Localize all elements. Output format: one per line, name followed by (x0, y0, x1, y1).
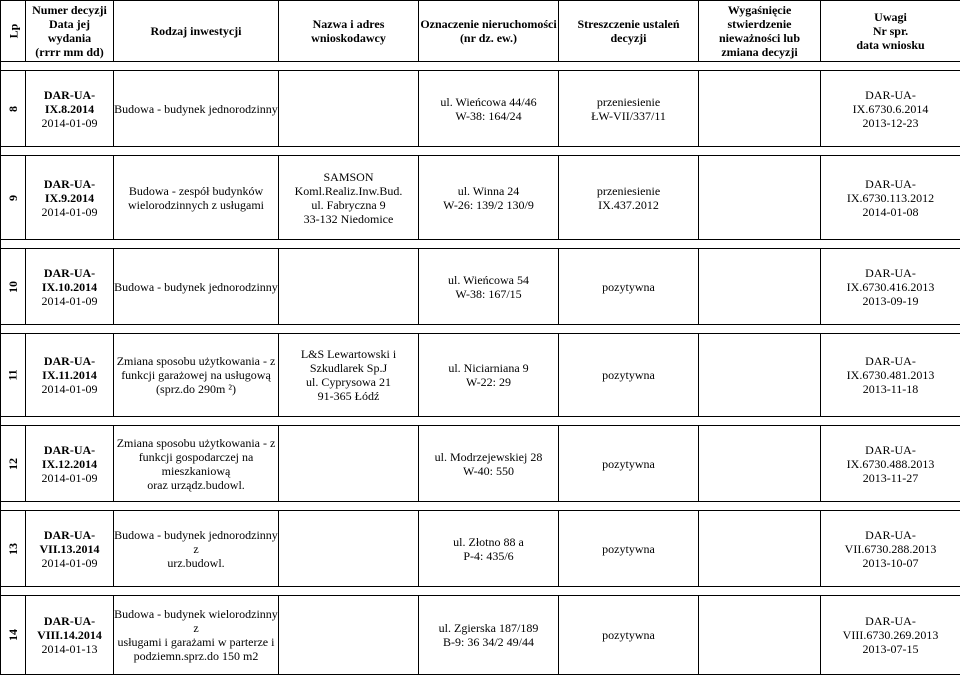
row-remarks (821, 334, 960, 417)
remarks-prefix: DAR-UA- (865, 265, 916, 280)
row-summary-line: IX.437.2012 (598, 197, 659, 212)
table-body (1, 62, 960, 675)
row-summary (559, 511, 699, 587)
row-property (419, 596, 559, 675)
row-lp-number: 13 (6, 542, 20, 555)
row-investment-type-line: Budowa - zespół budynków (128, 183, 264, 198)
row-summary-line: pozytywna (602, 368, 655, 382)
row-lp-number: 12 (6, 457, 20, 470)
row-property-line: W-38: 164/24 (455, 108, 522, 123)
row-investment-type-line: funkcji gospodarczej na mieszkaniową (138, 449, 254, 478)
row-spacer (1, 240, 960, 249)
remarks-date: 2013-11-18 (862, 382, 919, 396)
row-summary-line: pozytywna (602, 456, 655, 471)
row-summary (559, 334, 699, 417)
row-investment-type-line: Zmiana sposobu użytkowania - z (116, 354, 276, 368)
row-summary (559, 249, 699, 325)
row-property-line: ul. Wieńcowa 54 (448, 272, 529, 287)
row-summary-line: pozytywna (602, 541, 655, 556)
row-spacer (1, 147, 960, 156)
table-row (1, 596, 960, 675)
row-property-line: ul. Winna 24 (457, 183, 520, 198)
remarks-case-number: IX.6730.416.2013 (846, 279, 935, 294)
row-property-line: ul. Zgierska 187/189 (438, 621, 539, 635)
decision-prefix: DAR-UA- (43, 354, 96, 368)
row-property-line: W-22: 29 (466, 375, 511, 389)
row-lp-number: 14 (6, 629, 20, 641)
header-uwagi: Uwagi Nr spr. data wniosku (821, 1, 960, 62)
header-oznaczenie: Oznaczenie nieruchomości (nr dz. ew.) (419, 1, 559, 62)
row-expiry (699, 334, 821, 417)
row-summary-line: przeniesienie (596, 183, 661, 198)
decision-prefix: DAR-UA- (43, 265, 96, 280)
row-applicant-line: Koml.Realiz.Inw.Bud. (294, 183, 403, 198)
header-wygasniecie: Wygaśnięcie stwierdzenie nieważności lub zmiana decyzji (699, 1, 821, 62)
remarks-prefix: DAR-UA- (865, 614, 916, 628)
row-remarks (821, 511, 960, 587)
row-lp-number: 9 (6, 194, 20, 201)
remarks-prefix: DAR-UA- (865, 354, 916, 368)
decision-date: 2014-01-09 (41, 470, 98, 485)
row-spacer (1, 325, 960, 334)
remarks-date: 2013-11-27 (862, 470, 919, 485)
row-investment-type-line: podziemn.sprz.do 150 m2 (133, 649, 259, 663)
row-applicant-line: L&S Lewartowski i (300, 347, 397, 361)
row-investment-type (114, 596, 279, 675)
row-summary-line: ŁW-VII/337/11 (591, 108, 666, 123)
row-summary (559, 426, 699, 502)
row-applicant (279, 71, 419, 147)
decision-date: 2014-01-09 (41, 204, 98, 219)
remarks-prefix: DAR-UA- (865, 87, 916, 102)
decision-date: 2014-01-09 (41, 293, 98, 308)
row-applicant-line: SAMSON (323, 169, 374, 184)
row-investment-type (114, 511, 279, 587)
header-nazwa-adres: Nazwa i adres wnioskodawcy (279, 1, 419, 62)
remarks-case-number: VII.6730.288.2013 (844, 541, 937, 556)
row-property-line: W-40: 550 (463, 463, 514, 478)
remarks-case-number: IX.6730.488.2013 (846, 456, 935, 471)
decision-prefix: DAR-UA- (43, 176, 96, 191)
row-applicant-line: Szkudlarek Sp.J (309, 361, 388, 375)
row-summary-line: pozytywna (602, 279, 655, 294)
row-investment-type-line: wielorodzinnych z usługami (128, 197, 264, 212)
row-applicant-line: 91-365 Łódź (317, 389, 380, 403)
row-investment-type-line: Zmiana sposobu użytkowania - z (116, 435, 276, 450)
row-lp-number: 8 (6, 105, 20, 112)
header-streszczenie: Streszczenie ustaleń decyzji (559, 1, 699, 62)
row-remarks (821, 249, 960, 325)
row-summary-line: pozytywna (602, 628, 655, 642)
remarks-date: 2013-10-07 (862, 555, 919, 570)
row-applicant (279, 511, 419, 587)
row-property (419, 249, 559, 325)
row-property-line: ul. Wieńcowa 44/46 (440, 94, 537, 109)
remarks-date: 2013-09-19 (862, 293, 919, 308)
row-lp (1, 249, 26, 325)
row-investment-type (114, 249, 279, 325)
remarks-prefix: DAR-UA- (865, 442, 916, 457)
remarks-date: 2013-12-23 (862, 115, 919, 130)
row-applicant (279, 156, 419, 240)
decision-date: 2014-01-09 (41, 115, 98, 130)
row-lp-number: 10 (6, 280, 20, 293)
row-summary (559, 71, 699, 147)
row-property-line: ul. Niciarniana 9 (448, 361, 529, 375)
remarks-case-number: VIII.6730.269.2013 (842, 628, 939, 642)
decision-code: IX.11.2014 (42, 368, 97, 382)
decision-code: VII.13.2014 (39, 541, 100, 556)
row-lp (1, 156, 26, 240)
row-applicant (279, 334, 419, 417)
row-property-line: W-38: 167/15 (455, 286, 522, 301)
row-investment-type (114, 426, 279, 502)
row-spacer (1, 417, 960, 426)
row-decision-number (26, 426, 114, 502)
row-applicant (279, 596, 419, 675)
row-property (419, 156, 559, 240)
row-property (419, 511, 559, 587)
table-row (1, 156, 960, 240)
row-lp (1, 426, 26, 502)
decision-code: IX.12.2014 (41, 456, 98, 471)
header-row (1, 1, 960, 62)
decision-code: IX.10.2014 (41, 279, 98, 294)
row-property (419, 426, 559, 502)
decision-date: 2014-01-09 (41, 555, 98, 570)
row-investment-type-line: funkcji garażowej na usługową (121, 368, 271, 382)
remarks-case-number: IX.6730.6.2014 (852, 101, 929, 116)
row-lp (1, 511, 26, 587)
row-investment-type (114, 334, 279, 417)
row-summary-line: przeniesienie (596, 94, 661, 109)
table-row (1, 426, 960, 502)
row-summary (559, 156, 699, 240)
row-expiry (699, 596, 821, 675)
remarks-date: 2013-07-15 (862, 642, 919, 656)
row-investment-type-line: urz.budowl. (167, 555, 225, 570)
decision-code: IX.9.2014 (44, 190, 95, 205)
row-remarks (821, 71, 960, 147)
decision-code: VIII.14.2014 (37, 628, 102, 642)
table-row (1, 249, 960, 325)
row-applicant-line: ul. Fabryczna 9 (311, 197, 386, 212)
header-lp: Lp (1, 1, 26, 62)
row-summary (559, 596, 699, 675)
row-property (419, 334, 559, 417)
row-property-line: B-9: 36 34/2 49/44 (442, 635, 534, 649)
row-property (419, 71, 559, 147)
remarks-prefix: DAR-UA- (865, 527, 916, 542)
row-expiry (699, 511, 821, 587)
row-investment-type-line: Budowa - budynek wielorodzinny z (114, 607, 278, 635)
decision-prefix: DAR-UA- (43, 442, 96, 457)
row-lp (1, 71, 26, 147)
decision-prefix: DAR-UA- (43, 614, 96, 628)
decision-date: 2014-01-13 (41, 642, 98, 656)
row-remarks (821, 426, 960, 502)
table-row (1, 71, 960, 147)
row-remarks (821, 156, 960, 240)
decision-prefix: DAR-UA- (43, 527, 96, 542)
row-investment-type-line: usługami i garażami w parterze i (117, 635, 275, 649)
remarks-prefix: DAR-UA- (865, 176, 916, 191)
row-spacer (1, 502, 960, 511)
row-applicant-line: 33-132 Niedomice (303, 211, 394, 226)
row-lp (1, 596, 26, 675)
row-spacer (1, 62, 960, 71)
decision-prefix: DAR-UA- (43, 87, 96, 102)
row-expiry (699, 249, 821, 325)
row-lp-number: 11 (6, 369, 20, 381)
remarks-case-number: IX.6730.113.2012 (846, 190, 935, 205)
row-decision-number (26, 596, 114, 675)
row-investment-type-line: Budowa - budynek jednorodzinny (114, 279, 278, 294)
row-remarks (821, 596, 960, 675)
row-decision-number (26, 334, 114, 417)
row-investment-type-line: (sprz.do 290m ²) (156, 382, 236, 396)
row-decision-number (26, 249, 114, 325)
header-numer-decyzji: Numer decyzji Data jej wydania (rrrr mm dd) (26, 1, 114, 62)
row-investment-type (114, 156, 279, 240)
remarks-case-number: IX.6730.481.2013 (846, 368, 935, 382)
row-decision-number (26, 156, 114, 240)
row-lp (1, 334, 26, 417)
row-applicant (279, 426, 419, 502)
remarks-date: 2014-01-08 (862, 204, 919, 219)
row-expiry (699, 156, 821, 240)
row-investment-type-line: Budowa - budynek jednorodzinny z (114, 527, 278, 556)
row-decision-number (26, 511, 114, 587)
decision-date: 2014-01-09 (41, 382, 98, 396)
row-applicant (279, 249, 419, 325)
row-property-line: ul. Modrzejewskiej 28 (434, 449, 543, 464)
row-property-line: P-4: 435/6 (463, 548, 514, 563)
row-expiry (699, 71, 821, 147)
row-investment-type-line: oraz urządz.budowl. (147, 477, 245, 492)
row-investment-type (114, 71, 279, 147)
row-investment-type-line: Budowa - budynek jednorodzinny (114, 101, 278, 116)
row-applicant-line: ul. Cyprysowa 21 (306, 375, 391, 389)
row-expiry (699, 426, 821, 502)
table-row (1, 334, 960, 417)
decision-code: IX.8.2014 (44, 101, 95, 116)
header-rodzaj-inwestycji: Rodzaj inwestycji (114, 1, 279, 62)
row-spacer (1, 587, 960, 596)
table-row (1, 511, 960, 587)
row-property-line: W-26: 139/2 130/9 (443, 197, 534, 212)
row-property-line: ul. Złotno 88 a (453, 534, 524, 549)
row-decision-number (26, 71, 114, 147)
